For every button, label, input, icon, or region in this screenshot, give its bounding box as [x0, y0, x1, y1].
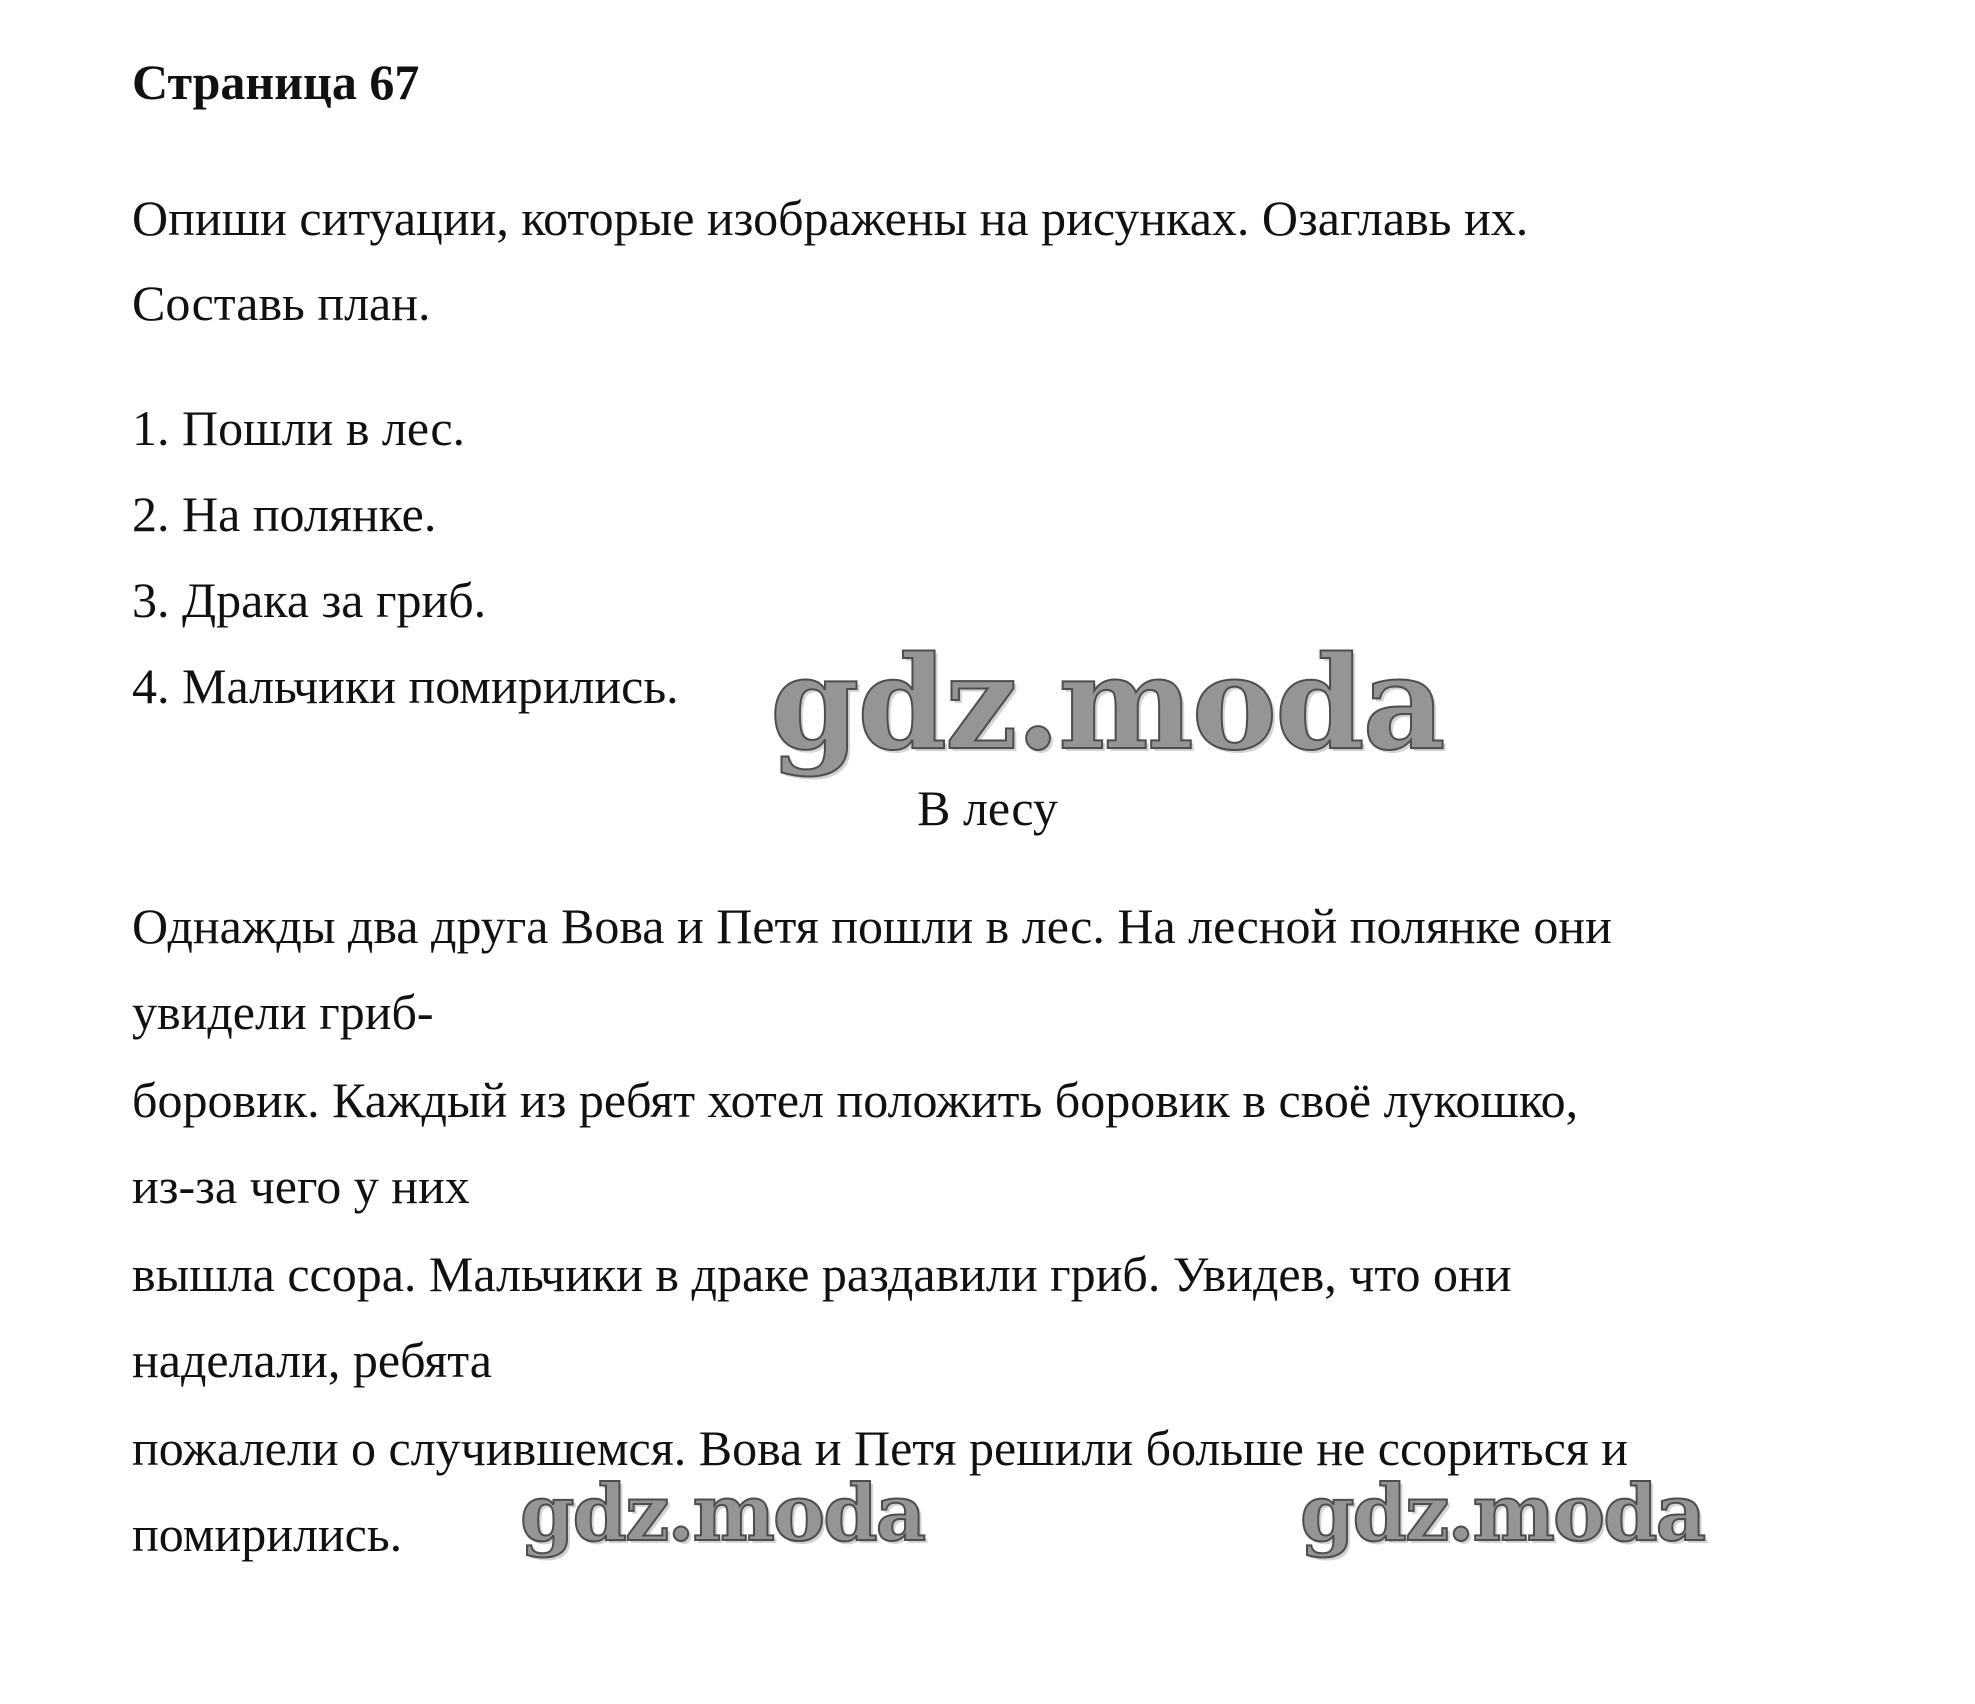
story-line-3: боровик. Каждый из ребят хотел положить боровик в своё лукошко,: [132, 1072, 1579, 1128]
story-line-4: из-за чего у них: [132, 1158, 470, 1214]
story-title: В лесу: [917, 780, 1058, 836]
watermark-logo: gdz.moda: [770, 629, 1444, 779]
plan-item-2: 2. На полянке.: [132, 486, 437, 542]
story-line-1: Однажды два друга Вова и Петя пошли в лес. На лесной полянке они: [132, 898, 1612, 954]
page-title: Страница 67: [132, 54, 420, 110]
story-line-7: пожалели о случившемся. Вова и Петя решили больше не ссориться и: [132, 1420, 1629, 1476]
plan-item-4: 4. Мальчики помирились.: [132, 658, 679, 714]
task-line-2: Составь план.: [132, 275, 431, 331]
plan-item-3: 3. Драка за гриб.: [132, 572, 487, 628]
watermark-logo: gdz.moda: [1300, 1468, 1705, 1559]
story-line-2: увидели гриб-: [132, 984, 434, 1040]
task-line-1: Опиши ситуации, которые изображены на рисунках. Озаглавь их.: [132, 190, 1529, 246]
plan-item-1: 1. Пошли в лес.: [132, 400, 466, 456]
story-line-8: помирились.: [132, 1506, 403, 1562]
watermark-logo: gdz.moda: [520, 1468, 925, 1559]
story-line-6: наделали, ребята: [132, 1332, 492, 1388]
story-line-5: вышла ссора. Мальчики в драке раздавили гриб. Увидев, что они: [132, 1246, 1512, 1302]
